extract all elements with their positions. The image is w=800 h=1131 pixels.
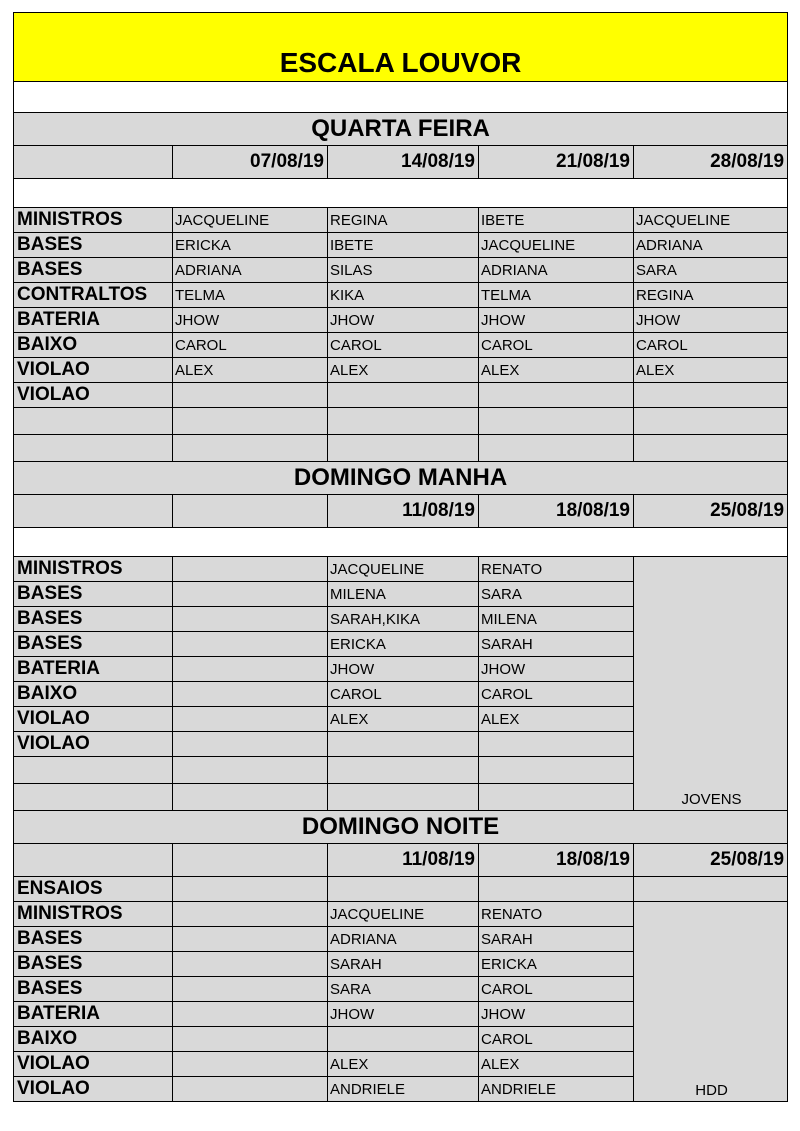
role-label: VIOLAO [14,1052,173,1077]
role-label: BASES [14,632,173,657]
quarta-date-header: 28/08/19 [634,146,788,179]
schedule-cell[interactable]: SARAH,KIKA [328,607,479,632]
role-label: BASES [14,977,173,1002]
schedule-cell[interactable]: ALEX [173,358,328,383]
schedule-cell[interactable]: SARA [479,582,634,607]
empty-cell[interactable] [173,1027,328,1052]
role-label: BASES [14,258,173,283]
empty-cell[interactable] [14,784,173,811]
role-label: VIOLAO [14,383,173,408]
schedule-cell[interactable]: ADRIANA [173,258,328,283]
empty-cell[interactable] [173,757,328,784]
schedule-cell[interactable]: ERICKA [328,632,479,657]
schedule-cell[interactable]: CAROL [479,1027,634,1052]
quarta-date-header: 14/08/19 [328,146,479,179]
role-label: BASES [14,582,173,607]
schedule-cell[interactable]: JHOW [173,308,328,333]
schedule-cell[interactable]: REGINA [634,283,788,308]
schedule-sheet [13,12,787,1102]
empty-cell[interactable] [173,557,328,582]
schedule-cell[interactable] [328,383,479,408]
schedule-cell[interactable] [173,383,328,408]
schedule-cell[interactable]: CAROL [479,682,634,707]
empty-cell[interactable] [173,1002,328,1027]
empty-cell[interactable] [328,877,479,902]
quarta-date-header: 21/08/19 [479,146,634,179]
schedule-cell[interactable]: IBETE [328,233,479,258]
schedule-cell[interactable]: SARA [328,977,479,1002]
role-label: BASES [14,952,173,977]
empty-cell[interactable] [328,757,479,784]
role-label: BATERIA [14,308,173,333]
schedule-cell[interactable]: KIKA [328,283,479,308]
hdd-note: HDD [634,902,788,1102]
schedule-cell[interactable]: JACQUELINE [173,208,328,233]
schedule-cell[interactable]: CAROL [328,333,479,358]
role-label: BAIXO [14,333,173,358]
schedule-cell[interactable]: ERICKA [479,952,634,977]
schedule-cell[interactable]: JACQUELINE [328,557,479,582]
schedule-cell[interactable]: SILAS [328,258,479,283]
schedule-cell[interactable]: JHOW [328,657,479,682]
empty-cell[interactable] [173,877,328,902]
empty-cell[interactable] [479,757,634,784]
empty-cell[interactable] [173,632,328,657]
empty-cell[interactable] [14,435,173,462]
schedule-cell[interactable]: IBETE [479,208,634,233]
empty-cell[interactable] [328,784,479,811]
empty-cell[interactable] [479,408,634,435]
manha-date-header: 11/08/19 [328,495,479,528]
schedule-cell[interactable]: JHOW [479,308,634,333]
quarta-section-title: QUARTA FEIRA [14,113,788,146]
schedule-cell[interactable]: SARA [634,258,788,283]
noite-date-header: 25/08/19 [634,844,788,877]
schedule-cell[interactable]: ALEX [479,1052,634,1077]
schedule-cell[interactable]: ALEX [479,707,634,732]
empty-cell[interactable] [479,435,634,462]
schedule-cell[interactable]: ANDRIELE [479,1077,634,1102]
schedule-cell[interactable]: ALEX [328,1052,479,1077]
noite-date-header: 18/08/19 [479,844,634,877]
schedule-cell[interactable]: SARAH [479,927,634,952]
schedule-cell[interactable]: ADRIANA [479,258,634,283]
schedule-cell[interactable]: TELMA [173,283,328,308]
empty-cell[interactable] [173,408,328,435]
noite-empty-header [14,844,173,877]
manha-date-header: 18/08/19 [479,495,634,528]
schedule-cell[interactable]: JHOW [479,657,634,682]
role-label: BATERIA [14,657,173,682]
schedule-cell[interactable]: CAROL [634,333,788,358]
schedule-cell[interactable]: JACQUELINE [479,233,634,258]
schedule-cell[interactable]: JHOW [479,1002,634,1027]
quarta-spacer [14,179,788,208]
empty-cell[interactable] [173,707,328,732]
empty-cell[interactable] [173,902,328,927]
role-label: VIOLAO [14,358,173,383]
schedule-cell[interactable]: ALEX [328,707,479,732]
schedule-cell[interactable]: CAROL [173,333,328,358]
schedule-cell[interactable]: RENATO [479,557,634,582]
empty-cell[interactable] [173,784,328,811]
empty-cell[interactable] [173,977,328,1002]
schedule-cell[interactable]: ERICKA [173,233,328,258]
empty-cell[interactable] [14,408,173,435]
schedule-cell[interactable]: ALEX [479,358,634,383]
role-label: VIOLAO [14,1077,173,1102]
manha-section-title: DOMINGO MANHA [14,462,788,495]
role-label: MINISTROS [14,902,173,927]
schedule-cell[interactable]: JHOW [328,308,479,333]
schedule-cell[interactable]: MILENA [479,607,634,632]
empty-cell[interactable] [634,435,788,462]
schedule-cell[interactable]: REGINA [328,208,479,233]
schedule-cell[interactable]: JACQUELINE [634,208,788,233]
ensaios-label: ENSAIOS [14,877,173,902]
schedule-cell[interactable]: SARAH [479,632,634,657]
noite-date-header: 11/08/19 [328,844,479,877]
empty-cell[interactable] [634,408,788,435]
schedule-cell[interactable]: RENATO [479,902,634,927]
schedule-cell[interactable] [328,732,479,757]
schedule-cell[interactable] [479,732,634,757]
schedule-cell[interactable] [328,1027,479,1052]
schedule-cell[interactable]: SARAH [328,952,479,977]
manha-date-header: 25/08/19 [634,495,788,528]
empty-cell[interactable] [479,784,634,811]
schedule-cell[interactable]: ANDRIELE [328,1077,479,1102]
schedule-cell[interactable]: CAROL [479,333,634,358]
quarta-empty-header [14,146,173,179]
empty-cell[interactable] [14,757,173,784]
empty-cell[interactable] [173,927,328,952]
schedule-cell[interactable]: MILENA [328,582,479,607]
empty-cell[interactable] [173,1077,328,1102]
schedule-cell[interactable]: ALEX [328,358,479,383]
role-label: MINISTROS [14,208,173,233]
schedule-cell[interactable]: ADRIANA [328,927,479,952]
role-label: BATERIA [14,1002,173,1027]
empty-cell[interactable] [173,682,328,707]
manha-spacer [14,528,788,557]
schedule-cell[interactable]: TELMA [479,283,634,308]
role-label: BAIXO [14,682,173,707]
empty-cell[interactable] [173,1052,328,1077]
role-label: BAIXO [14,1027,173,1052]
empty-cell[interactable] [173,582,328,607]
noite-section-title: DOMINGO NOITE [14,811,788,844]
schedule-cell[interactable]: CAROL [328,682,479,707]
manha-empty-header [14,495,173,528]
noite-empty-header [173,844,328,877]
role-label: BASES [14,927,173,952]
empty-cell[interactable] [173,607,328,632]
quarta-date-header: 07/08/19 [173,146,328,179]
blank-row [14,82,788,113]
empty-cell[interactable] [173,732,328,757]
role-label: VIOLAO [14,707,173,732]
empty-cell[interactable] [634,877,788,902]
role-label: CONTRALTOS [14,283,173,308]
page-title: ESCALA LOUVOR [14,13,788,82]
empty-cell[interactable] [173,657,328,682]
schedule-cell[interactable]: CAROL [479,977,634,1002]
role-label: BASES [14,233,173,258]
schedule-cell[interactable]: ADRIANA [634,233,788,258]
schedule-cell[interactable] [634,383,788,408]
jovens-note: JOVENS [634,557,788,811]
schedule-table [13,12,788,1102]
schedule-cell[interactable]: JACQUELINE [328,902,479,927]
schedule-cell[interactable]: JHOW [634,308,788,333]
schedule-cell[interactable]: ALEX [634,358,788,383]
empty-cell[interactable] [328,435,479,462]
role-label: VIOLAO [14,732,173,757]
role-label: MINISTROS [14,557,173,582]
schedule-cell[interactable] [479,383,634,408]
empty-cell[interactable] [328,408,479,435]
empty-cell[interactable] [173,435,328,462]
empty-cell[interactable] [173,952,328,977]
manha-empty-header [173,495,328,528]
schedule-cell[interactable]: JHOW [328,1002,479,1027]
role-label: BASES [14,607,173,632]
empty-cell[interactable] [479,877,634,902]
